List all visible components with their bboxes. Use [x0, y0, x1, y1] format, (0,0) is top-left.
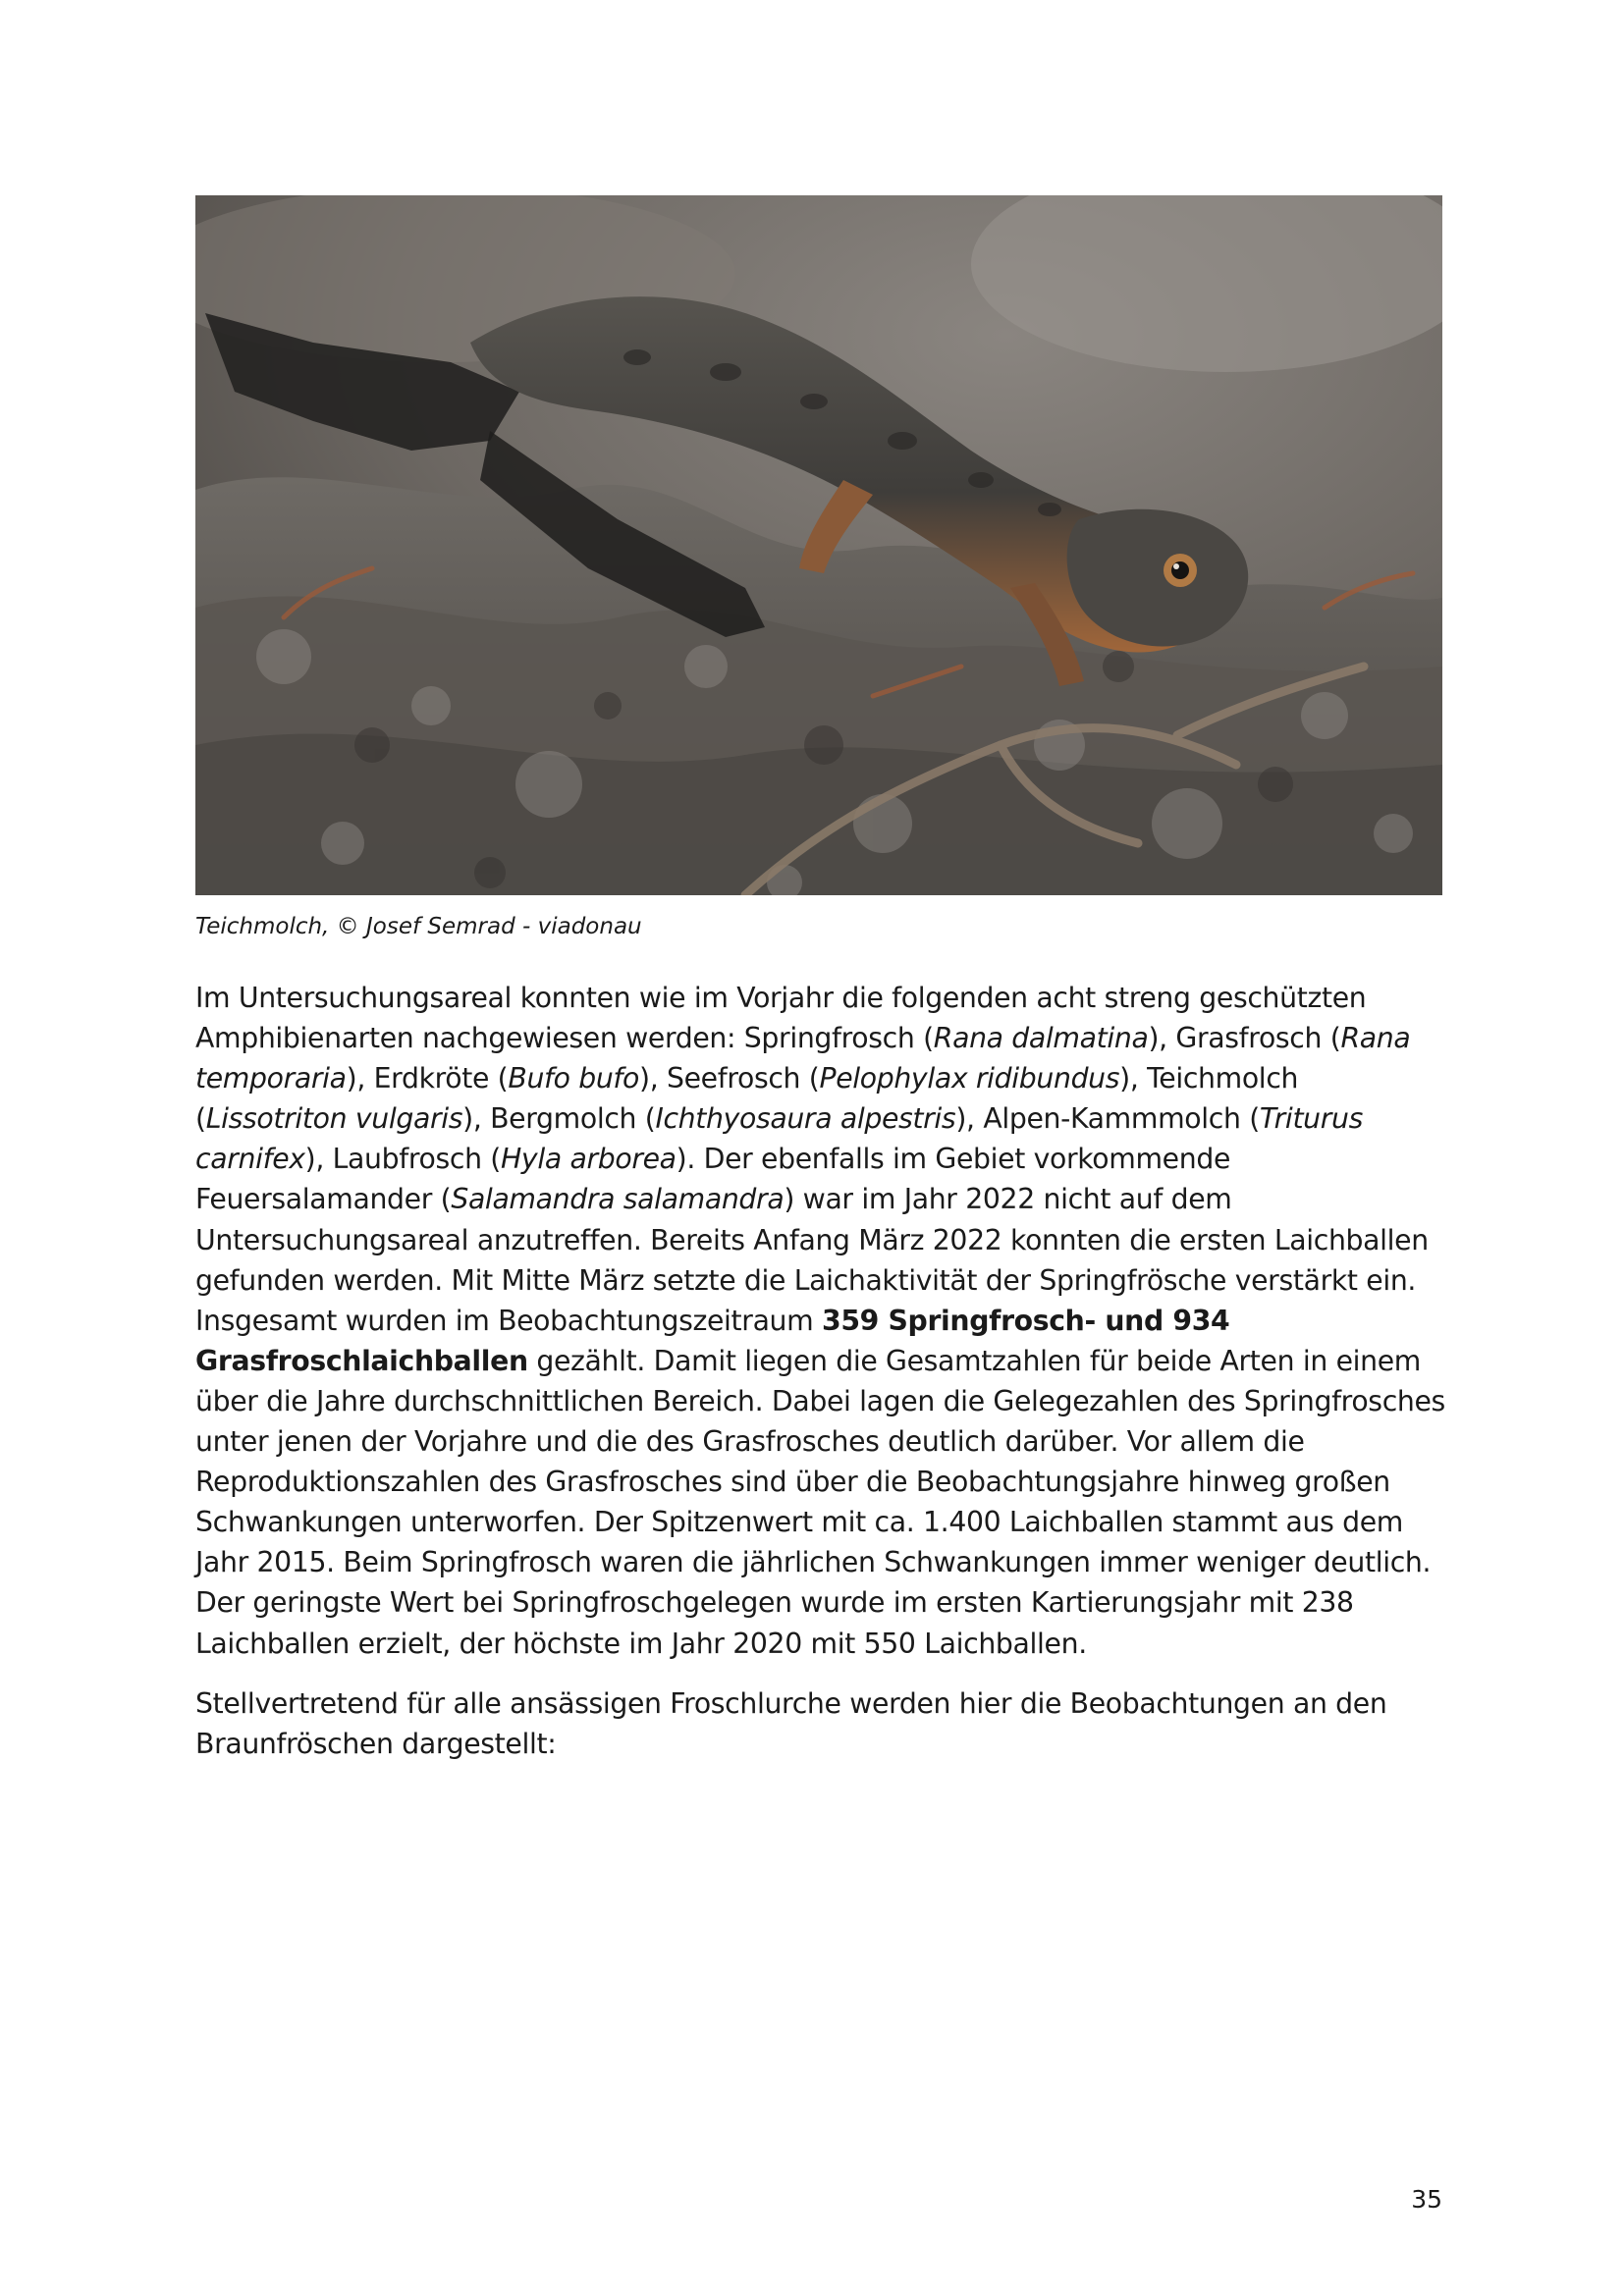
newt-photo [195, 195, 1442, 895]
paragraph-2: Stellvertretend für alle ansässigen Froschlurche werden hier die Beobachtungen an den Braunfröschen dargestellt: [195, 1686, 1387, 1760]
paragraph-1: Im Untersuchungsareal konnten wie im Vorjahr die folgenden acht streng geschützten Amphibienarten nachgewiesen werden: Springfrosch (Rana dalmatina), Grasfrosch (Rana temporaria), Erdkröte (Bufo bufo), Seefrosch (Pelophylax ridibundus), Teichmolch (Lissotriton vulgaris), Bergmolch (Ichthyosaura alpestris), Alpen-Kammmolch (Triturus carnifex), Laubfrosch (Hyla arborea). Der ebenfalls im Gebiet vorkommende Feuersalamander (Salamandra salamandra) war im Jahr 2022 nicht auf dem Untersuchungsareal anzutreffen. Bereits Anfang März 2022 konnten die ersten Laichballen gefunden werden. Mit Mitte März setzte die Laichaktivität der Springfrösche verstärkt ein. Insgesamt wurden im Beobachtungszeitraum 359 Springfrosch- und 934 Grasfroschlaichballen gezählt. Damit liegen die Gesamtzahlen für beide Arten in einem über die Jahre durchschnittlichen Bereich. Dabei lagen die Gelegezahlen des Springfrosches unter jenen der Vorjahre und die des Grasfrosches deutlich darüber. Vor allem die Reproduktionszahlen des Grasfrosches sind über die Beobachtungsjahre hinweg großen Schwankungen unterworfen. Der Spitzenwert mit ca. 1.400 Laichballen stammt aus dem Jahr 2015. Beim Springfrosch waren die jährlichen Schwankungen immer weniger deutlich. Der geringste Wert bei Springfroschgelegen wurde im ersten Kartierungsjahr mit 238 Laichballen erzielt, der höchste im Jahr 2020 mit 550 Laichballen. [195, 982, 1445, 1660]
body-text [195, 978, 1447, 1784]
highlight-counts: 359 Springfrosch- und 934 Grasfroschlaichballen [195, 1304, 1230, 1377]
page-number: 35 [1411, 2185, 1442, 2214]
figure-caption: Teichmolch, © Josef Semrad - viadonau [195, 914, 642, 939]
